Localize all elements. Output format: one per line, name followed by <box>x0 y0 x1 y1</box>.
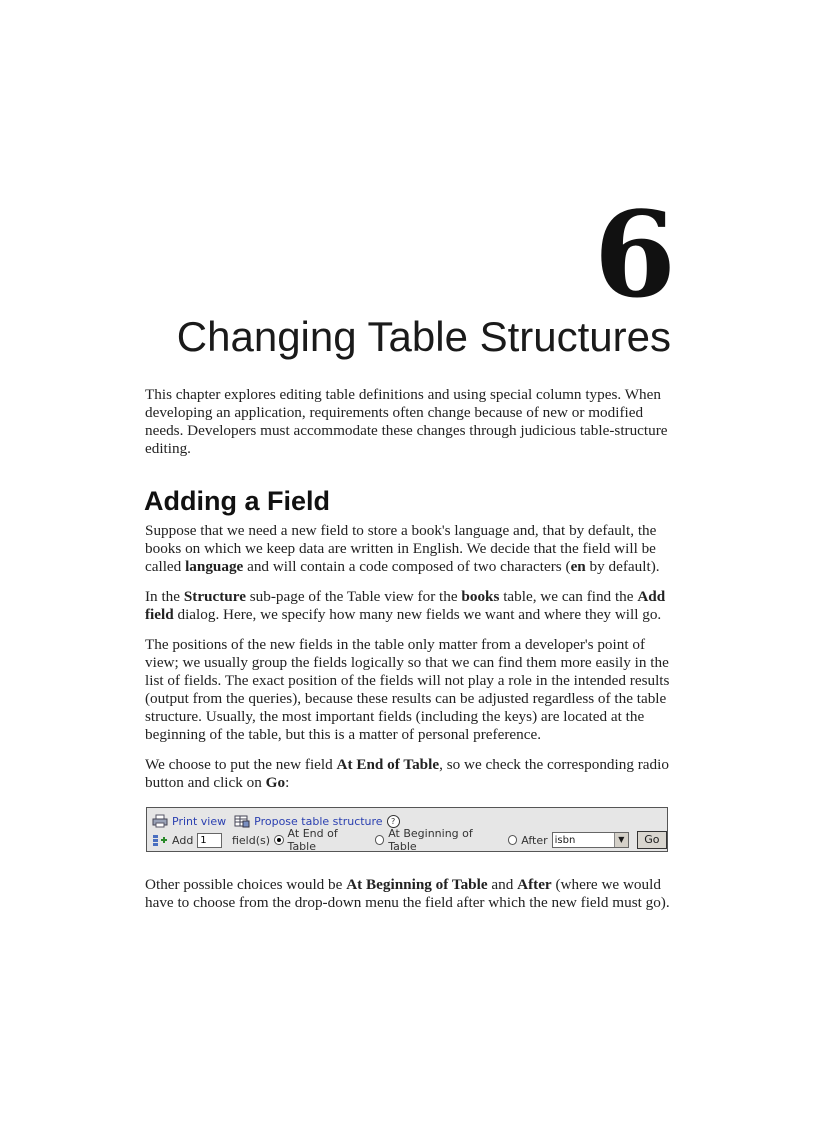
radio-at-beginning[interactable] <box>375 835 385 845</box>
chapter-number: 6 <box>593 185 674 324</box>
print-view-link[interactable]: Print view <box>172 814 227 828</box>
after-field-value: isbn <box>554 834 576 846</box>
help-icon[interactable]: ? <box>387 815 400 828</box>
field-count-input[interactable]: 1 <box>197 833 222 848</box>
add-label: Add <box>172 833 194 847</box>
after-field-select[interactable] <box>552 832 629 848</box>
go-button[interactable]: Go <box>637 831 667 849</box>
paragraph-3: The positions of the new fields in the table only matter from a developer's point of view; we usually group the fields logically so that we can find them more easily in the list of fields. The exact position of the fields will not play a role in the intended results (output from the queries), because these results can be adjusted regardless of the table structure. Usually, the most important fields (including the keys) are located at the beginning of the table, but this is a matter of personal preference. <box>145 636 670 743</box>
chapter-title: Changing Table Structures <box>176 313 671 360</box>
section-heading: Adding a Field <box>144 486 330 516</box>
propose-structure-link[interactable]: Propose table structure <box>254 814 383 828</box>
paragraph-4: We choose to put the new field At End of Table, so we check the corresponding radio button and click on Go: <box>145 756 669 791</box>
printer-icon <box>152 814 168 828</box>
table-structure-icon <box>234 814 250 828</box>
intro-paragraph: This chapter explores editing table definitions and using special column types. When developing an application, requirements often change because of new or modified needs. Developers must accommodate these changes through judicious table-structure editing. <box>145 386 668 457</box>
radio-after[interactable] <box>508 835 518 845</box>
radio-at-end-label: At End of Table <box>287 827 338 853</box>
add-field-row <box>152 827 667 853</box>
paragraph-1: Suppose that we need a new field to store a book's language and, that by default, the books on which we keep data are written in English. We decide that the field will be called language and will contain a code composed of two characters (en by default). <box>145 522 660 575</box>
paragraph-5: Other possible choices would be At Beginning of Table and After (where we would have to choose from the drop-down menu the field after which the new field must go). <box>145 876 670 911</box>
fields-label: field(s) <box>231 833 271 847</box>
paragraph-2: In the Structure sub-page of the Table view for the books table, we can find the Add field dialog. Here, we specify how many new fields we want and where they will go. <box>145 588 666 623</box>
chevron-down-icon[interactable]: ▼ <box>614 833 628 847</box>
radio-at-beginning-label: At Beginning of Table <box>388 827 473 853</box>
radio-at-end[interactable] <box>274 835 284 845</box>
add-field-screenshot <box>146 807 668 852</box>
radio-after-label: After <box>521 833 548 847</box>
add-field-icon <box>152 833 168 847</box>
